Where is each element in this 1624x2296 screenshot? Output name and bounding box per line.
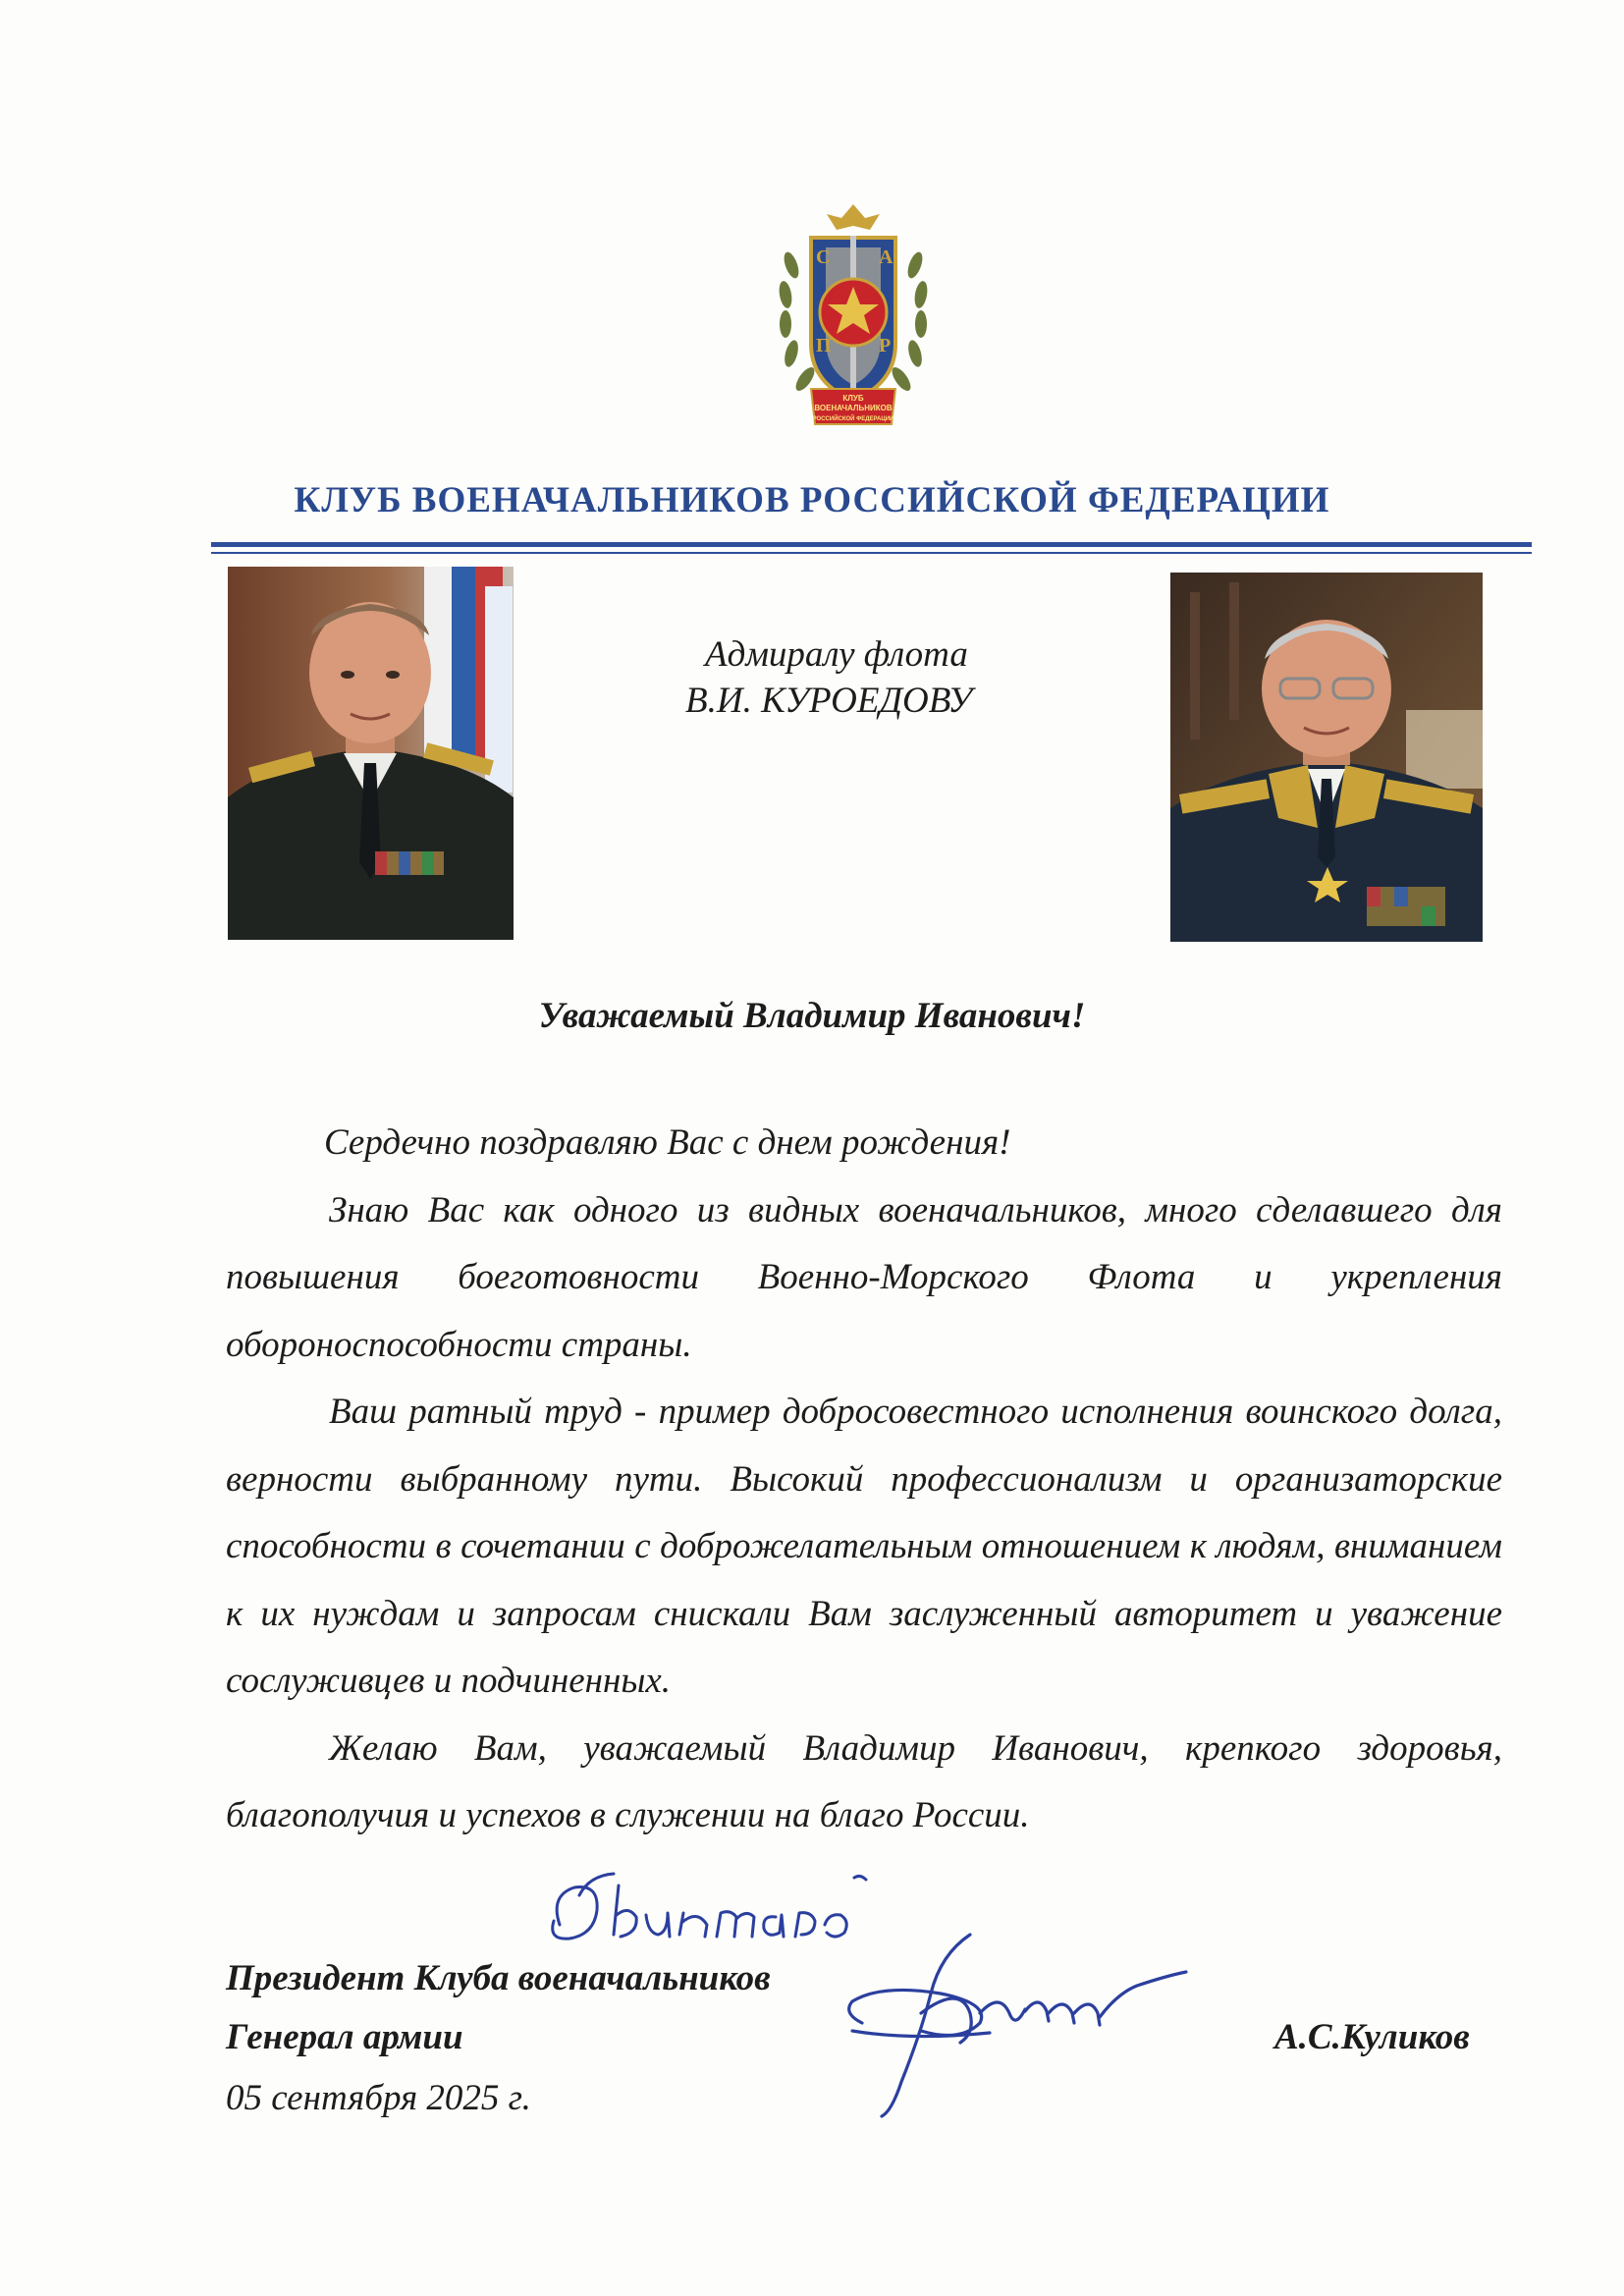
addressee-rank: Адмиралу флота (705, 634, 968, 675)
emblem-letter-3: П (816, 335, 832, 356)
header-rule-thin (211, 552, 1532, 554)
salutation: Уважаемый Владимир Иванович! (538, 996, 1086, 1036)
emblem-ribbon-line2: ВОЕНАЧАЛЬНИКОВ (814, 404, 893, 412)
signer-title-line1: Президент Клуба военачальников (226, 1958, 771, 1998)
handwritten-signature (823, 1915, 1216, 2121)
header-rule-thick (211, 542, 1532, 547)
paragraph: Желаю Вам, уважаемый Владимир Иванович, крепкого здоровья, благополучия и успехов в служении на благо России. (226, 1727, 1502, 1835)
paragraph: Знаю Вас как одного из видных военачальников, много сделавшего для повышения боеготовности Военно-Морского Флота и укрепления обороноспособности страны. (226, 1189, 1502, 1365)
addressee-name: В.И. КУРОЕДОВУ (685, 681, 973, 721)
portrait-left (228, 567, 514, 940)
emblem-ribbon-line3: РОССИЙСКОЙ ФЕДЕРАЦИИ (812, 416, 894, 422)
paragraph: Ваш ратный труд - пример добросовестного исполнения воинского долга, верности выбранному пути. Высокий профессионализм и организаторские способности в сочетании с доброжелательным отношением к людям, вниманием к их нуждам и запросам снискали Вам заслуженный авторитет и уважение сослуживцев и подчиненных. (226, 1392, 1502, 1701)
organization-title: КЛУБ ВОЕНАЧАЛЬНИКОВ РОССИЙСКОЙ ФЕДЕРАЦИИ (294, 480, 1330, 520)
letter-body (226, 1110, 1502, 1850)
letter-date: 05 сентября 2025 г. (226, 2078, 531, 2118)
portrait-right (1170, 573, 1483, 942)
club-emblem (772, 196, 935, 432)
signer-title-line2: Генерал армии (226, 2017, 463, 2057)
emblem-letter-4: Р (879, 335, 892, 356)
paragraph: Сердечно поздравляю Вас с днем рождения! (324, 1122, 1011, 1163)
signer-name: А.С.Куликов (1274, 2017, 1470, 2057)
emblem-letter-1: С (816, 246, 831, 268)
emblem-ribbon-line1: КЛУБ (842, 394, 864, 403)
emblem-letter-2: А (879, 246, 893, 268)
